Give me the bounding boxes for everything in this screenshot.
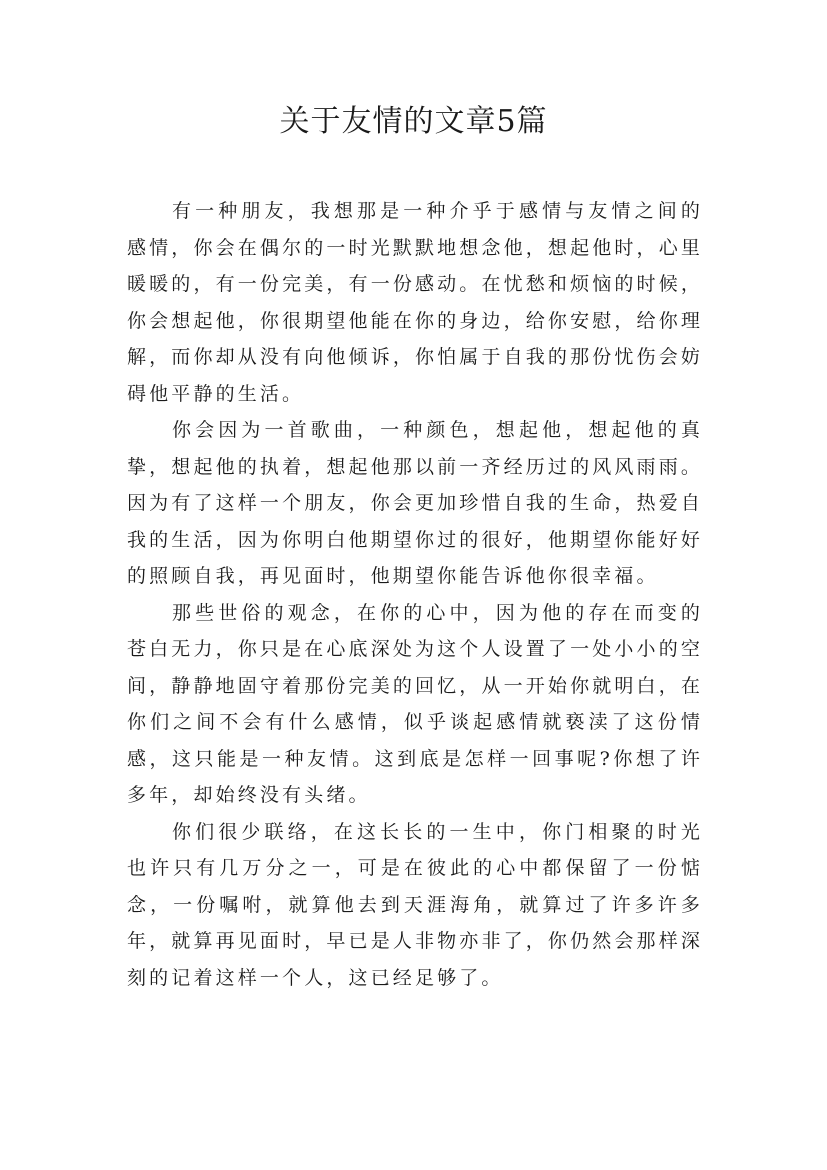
paragraph-1: 有一种朋友，我想那是一种介乎于感情与友情之间的感情，你会在偶尔的一时光默默地想念他，想起他时，心里暖暖的，有一份完美，有一份感动。在忧愁和烦恼的时候，你会想起他，你很期望他能在你的身边，给你安慰，给你理解，而你却从没有向他倾诉，你怕属于自我的那份忧伤会妨碍他平静的生活。 [127,200,703,405]
paragraph-3: 那些世俗的观念，在你的心中，因为他的存在而变的苍白无力，你只是在心底深处为这个人设置了一处小小的空间，静静地固守着那份完美的回忆，从一开始你就明白，在你们之间不会有什么感情，似乎谈起感情就亵渎了这份情感，这只能是一种友情。这到底是怎样一回事呢?你想了许多年，却始终没有头绪。 [127,601,703,806]
paragraph-4: 你们很少联络，在这长长的一生中，你门相聚的时光也许只有几万分之一，可是在彼此的心中都保留了一份惦念，一份嘱咐，就算他去到天涯海角，就算过了许多许多年，就算再见面时，早已是人非物亦非了，你仍然会那样深刻的记着这样一个人，这已经足够了。 [127,820,703,989]
document-title: 关于友情的文章5篇 [279,104,548,139]
document-body [127,193,703,996]
paragraph-2: 你会因为一首歌曲，一种颜色，想起他，想起他的真挚，想起他的执着，想起他那以前一齐经历过的风风雨雨。因为有了这样一个朋友，你会更加珍惜自我的生命，热爱自我的生活，因为你明白他期望你过的很好，他期望你能好好的照顾自我，再见面时，他期望你能告诉他你很幸福。 [127,419,703,587]
